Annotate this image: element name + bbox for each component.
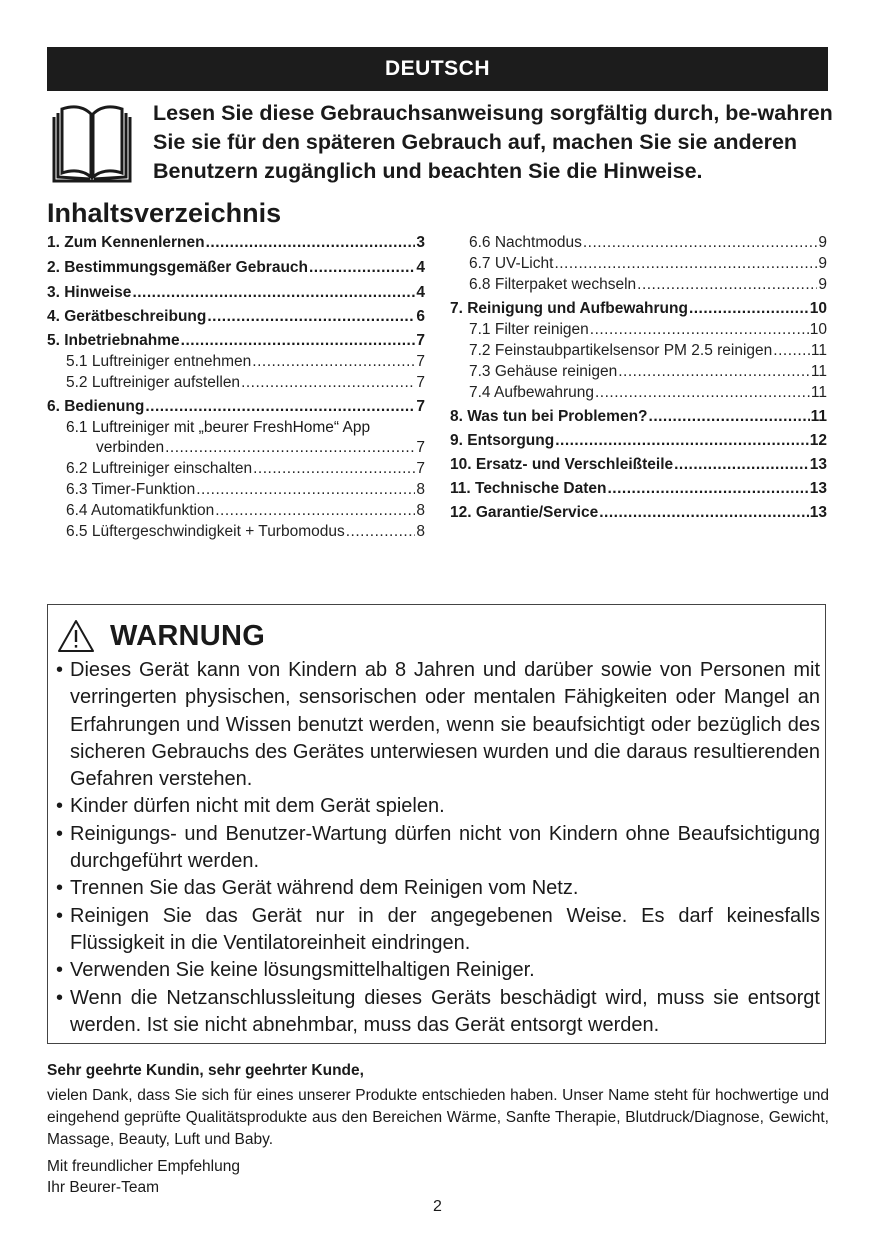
letter-greeting: Sehr geehrte Kundin, sehr geehrter Kunde, [47,1062,364,1079]
toc-subentry[interactable]: 7.3 Gehäuse reinigen ..... 11 [450,363,827,384]
warning-item: • Reinigungs- und Benutzer-Wartung dürfen nicht von Kindern ohne Beaufsichtigung durchgeführt werden. [56,822,820,873]
toc-subentry[interactable]: 6.1 Luftreiniger mit „beurer FreshHome“ App [66,419,371,436]
toc-entry[interactable]: 4. Gerätbeschreibung ..... 6 [47,308,425,332]
warning-item: • Trennen Sie das Gerät während dem Reinigen vom Netz. [56,875,820,902]
toc-subentry[interactable]: 7.4 Aufbewahrung ..... 11 [450,384,827,408]
bullet: • [56,659,64,681]
toc-subentry[interactable]: 5.2 Luftreiniger aufstellen ..... 7 [47,374,425,398]
bullet: • [56,959,64,982]
closing-line: Mit freundlicher Empfehlung [47,1158,240,1175]
toc-entry[interactable]: 2. Bestimmungsgemäßer Gebrauch ..... 4 [47,259,425,284]
warning-list [56,657,820,1039]
toc-title: Inhaltsverzeichnis [47,198,282,228]
toc-subentry[interactable]: 7.1 Filter reinigen ..... 10 [450,321,827,342]
bullet: • [56,795,64,818]
toc-entry[interactable]: 1. Zum Kennenlernen ..... 3 [47,234,425,259]
toc-right-column [450,234,827,528]
warning-item: • Wenn die Netzanschlussleitung dieses Geräts beschädigt wird, muss sie entsorgt werden. Ist sie nicht abnehmbar, muss das Gerät entsorgt werden. [56,986,820,1036]
toc-subentry[interactable]: 6.3 Timer-Funktion ..... 8 [47,481,425,502]
toc-subentry[interactable]: 6.6 Nachtmodus ..... 9 [450,234,827,255]
intro-instruction: Lesen Sie diese Gebrauchsanweisung sorgfältig durch, be-wahren Sie sie für den späteren Gebrauch auf, machen Sie sie anderen Benutzern zugänglich und beachten Sie die Hinweise. [153,101,833,183]
toc-entry[interactable]: 7. Reinigung und Aufbewahrung ..... 10 [450,300,827,321]
warning-box [47,604,826,1044]
toc-entry[interactable]: 10. Ersatz- und Verschleißteile ..... 13 [450,456,827,480]
warning-item: • Reinigen Sie das Gerät nur in der angegebenen Weise. Es darf keinesfalls Flüssigkeit in die Ventilatoreinheit eindringen. [56,904,820,954]
toc-entry[interactable]: 8. Was tun bei Problemen? ..... 11 [450,408,827,432]
toc-subentry[interactable]: 7.2 Feinstaubpartikelsensor PM 2.5 reinigen ..... 11 [450,342,827,363]
toc-entry[interactable]: 3. Hinweise ..... 4 [47,284,425,308]
letter-closing [47,1156,240,1198]
bullet: • [56,822,64,845]
toc-entry[interactable]: 11. Technische Daten ..... 13 [450,480,827,504]
toc-left-column [47,234,425,544]
toc-subentry[interactable]: 6.8 Filterpaket wechseln ..... 9 [450,276,827,300]
warning-header [57,619,265,653]
page-number: 2 [433,1198,442,1215]
toc-entry[interactable]: 5. Inbetriebnahme ..... 7 [47,332,425,353]
toc-entry[interactable]: 6. Bedienung ..... 7 [47,398,425,419]
toc-subentry[interactable]: 6.7 UV-Licht ..... 9 [450,255,827,276]
toc-subentry-continued[interactable]: verbinden ..... 7 [47,439,425,460]
letter-body: vielen Dank, dass Sie sich für eines unserer Produkte entschieden haben. Unser Name steht für hochwertige und eingehend geprüfte Qualitätsprodukte aus den Bereichen Wärme, Sanfte Therapie, Blutdruck/Diagnose, Gewicht, Massage, Beauty, Luft und Baby. [47,1087,829,1148]
open-book-icon [46,99,138,187]
toc-entry[interactable]: 12. Garantie/Service ..... 13 [450,504,827,528]
warning-item: • Dieses Gerät kann von Kindern ab 8 Jahren und darüber sowie von Personen mit verringerten physischen, sensorischen oder mentalen Fähigkeiten oder Mangel an Erfahrungen und Wissen benutzt werden, wenn sie beaufsichtigt oder bezüglich des sicheren Gebrauchs des Gerätes unterwiesen wurden und die daraus resultierenden Gefahren verstehen. [56,659,820,791]
toc-entry[interactable]: 9. Entsorgung ..... 12 [450,432,827,456]
language-header: DEUTSCH [47,47,828,91]
warning-item: • Verwenden Sie keine lösungsmittelhaltigen Reiniger. [56,957,820,984]
toc-subentry[interactable]: 6.5 Lüftergeschwindigkeit + Turbomodus ..... 8 [47,523,425,544]
toc-subentry[interactable]: 5.1 Luftreiniger entnehmen ..... 7 [47,353,425,374]
bullet: • [56,986,64,1009]
toc-subentry[interactable]: 6.4 Automatikfunktion ..... 8 [47,502,425,523]
signature-line: Ihr Beurer-Team [47,1179,159,1196]
bullet: • [56,904,64,927]
bullet: • [56,877,64,900]
warning-triangle-icon [57,619,95,653]
warning-title: WARNUNG [110,619,266,652]
warning-item: • Kinder dürfen nicht mit dem Gerät spielen. [56,793,820,820]
toc-subentry[interactable]: 6.2 Luftreiniger einschalten ..... 7 [47,460,425,481]
